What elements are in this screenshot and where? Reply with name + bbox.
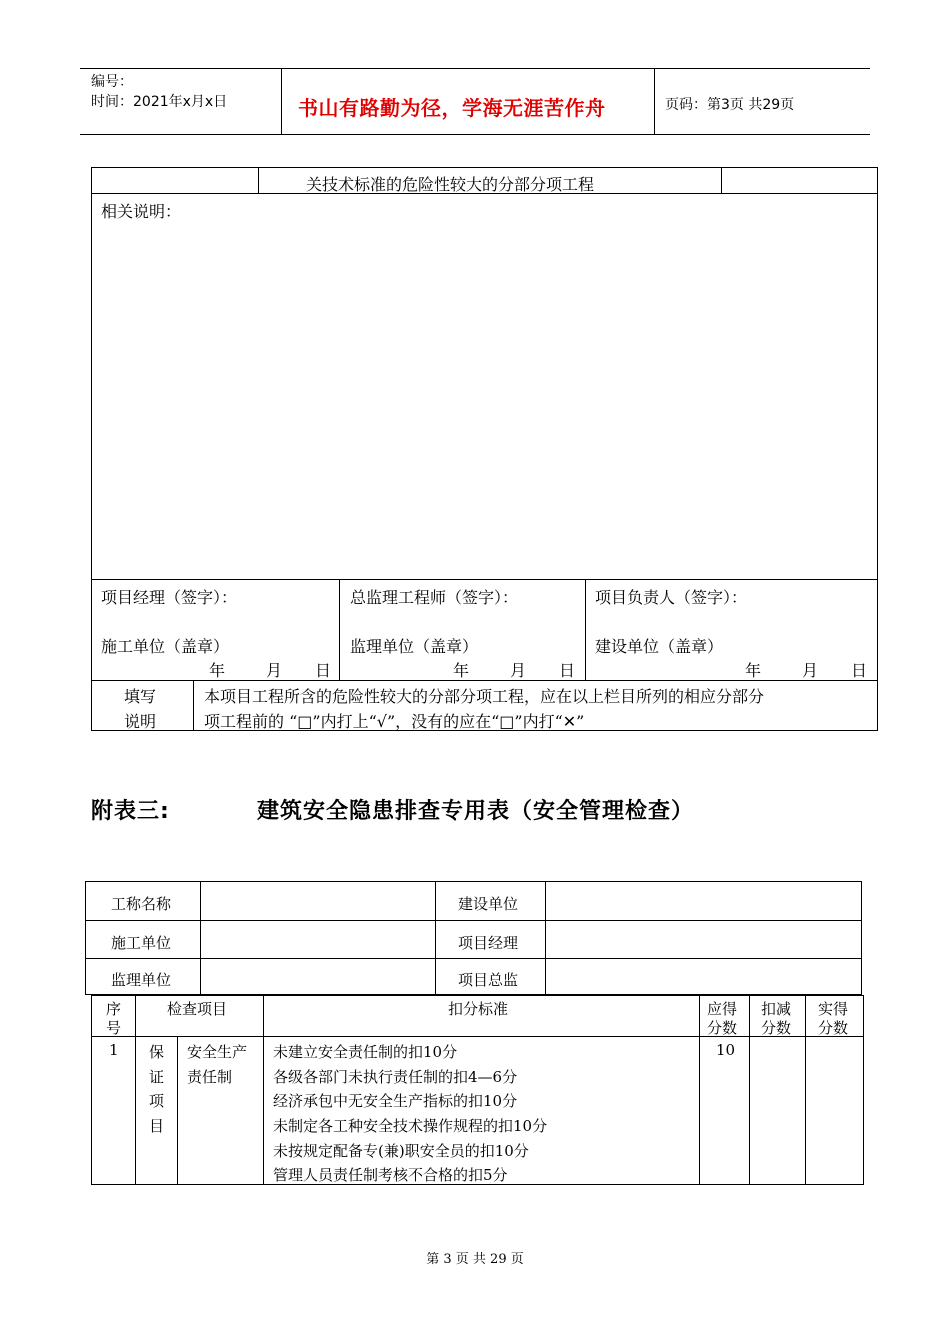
info-col-line	[200, 881, 201, 995]
owner-unit-label: 建设单位	[458, 895, 519, 913]
info-col-line	[435, 881, 436, 995]
chief-supervisor-label: 项目总监	[458, 971, 519, 989]
page-indicator: 页码：第3页 共29页	[665, 97, 795, 113]
header-seq-line2: 号	[106, 1019, 122, 1037]
header-should-score-line2: 分数	[707, 1019, 738, 1037]
info-row-line	[85, 920, 862, 921]
date-month: 月	[266, 661, 283, 680]
standard-line: 未按规定配备专(兼)职安全员的扣10分	[273, 1142, 529, 1160]
date-day: 日	[315, 661, 332, 680]
should-score-value: 10	[716, 1041, 736, 1059]
header-divider-right	[654, 68, 655, 135]
header-motto: 书山有路勤为径，学海无涯苦作舟	[298, 96, 606, 120]
supervision-unit-seal: 监理单位（盖章）	[350, 637, 479, 656]
item-name-line1: 安全生产	[187, 1043, 248, 1061]
check-col-line	[699, 995, 700, 1185]
date-month: 月	[510, 661, 527, 680]
table1-col-line	[339, 579, 340, 680]
header-check-item: 检查项目	[167, 1000, 228, 1018]
header-top-rule	[80, 68, 870, 69]
project-manager-sign: 项目经理（签字）：	[101, 588, 238, 607]
header-divider-left	[281, 68, 282, 135]
check-col-line	[177, 1036, 178, 1185]
table1-col-line	[585, 579, 586, 680]
category-char: 目	[149, 1117, 165, 1135]
doc-time-label: 时间：2021年x月x日	[91, 94, 228, 110]
standard-line: 未制定各工种安全技术操作规程的扣10分	[273, 1117, 548, 1135]
project-manager-label: 项目经理	[458, 934, 519, 952]
header-deduction-standard: 扣分标准	[448, 1000, 509, 1018]
project-name-label: 工称名称	[111, 895, 172, 913]
supervision-unit-label: 监理单位	[111, 971, 172, 989]
item-name-line2: 责任制	[187, 1068, 233, 1086]
standard-line: 管理人员责任制考核不合格的扣5分	[273, 1166, 508, 1184]
header-deduct-score-line2: 分数	[761, 1019, 792, 1037]
header-actual-score-line2: 分数	[818, 1019, 849, 1037]
category-char: 保	[149, 1043, 165, 1061]
construction-unit-label: 施工单位	[111, 934, 172, 952]
date-year: 年	[453, 661, 470, 680]
appendix-label: 附表三:	[91, 799, 170, 824]
date-year: 年	[745, 661, 762, 680]
table1-col-line	[721, 167, 722, 194]
standard-line: 经济承包中无安全生产指标的扣10分	[273, 1092, 518, 1110]
date-day: 日	[851, 661, 868, 680]
table1-row-line	[91, 579, 878, 580]
header-should-score-line1: 应得	[707, 1000, 738, 1018]
standard-line: 各级各部门未执行责任制的扣4—6分	[273, 1068, 518, 1086]
category-char: 证	[149, 1068, 165, 1086]
fill-label-line2: 说明	[124, 712, 157, 731]
date-day: 日	[559, 661, 576, 680]
fill-label-line1: 填写	[124, 687, 157, 706]
check-col-line	[135, 995, 136, 1185]
date-month: 月	[802, 661, 819, 680]
construction-unit-seal: 施工单位（盖章）	[101, 637, 230, 656]
check-col-line	[749, 995, 750, 1185]
doc-number-label: 编号：	[91, 74, 133, 90]
page-footer: 第 3 页 共 29 页	[426, 1252, 524, 1267]
owner-unit-seal: 建设单位（盖章）	[595, 637, 724, 656]
info-row-line	[85, 958, 862, 959]
category-char: 项	[149, 1092, 165, 1110]
fill-instructions-line2: 项工程前的 “□”内打上“√”，没有的应在“□”内打“✕”	[204, 712, 585, 731]
header-deduct-score-line1: 扣减	[761, 1000, 792, 1018]
check-col-line	[805, 995, 806, 1185]
header-actual-score-line1: 实得	[818, 1000, 849, 1018]
fill-instructions-line1: 本项目工程所含的危险性较大的分部分项工程，应在以上栏目所列的相应分部分	[204, 687, 765, 706]
table1-top-title: 关技术标准的危险性较大的分部分项工程	[306, 175, 595, 194]
info-col-line	[545, 881, 546, 995]
header-seq-line1: 序	[106, 1000, 122, 1018]
chief-supervisor-sign: 总监理工程师（签字）：	[350, 588, 519, 607]
row-seq: 1	[109, 1041, 119, 1059]
check-col-line	[263, 995, 264, 1185]
notes-label: 相关说明：	[101, 202, 182, 221]
date-year: 年	[209, 661, 226, 680]
table1-col-line	[258, 167, 259, 194]
project-leader-sign: 项目负责人（签字）：	[595, 588, 748, 607]
standard-line: 未建立安全责任制的扣10分	[273, 1043, 458, 1061]
table1-col-line	[193, 680, 194, 731]
appendix-title: 建筑安全隐患排查专用表（安全管理检查）	[257, 799, 695, 824]
header-bottom-rule	[80, 134, 870, 135]
